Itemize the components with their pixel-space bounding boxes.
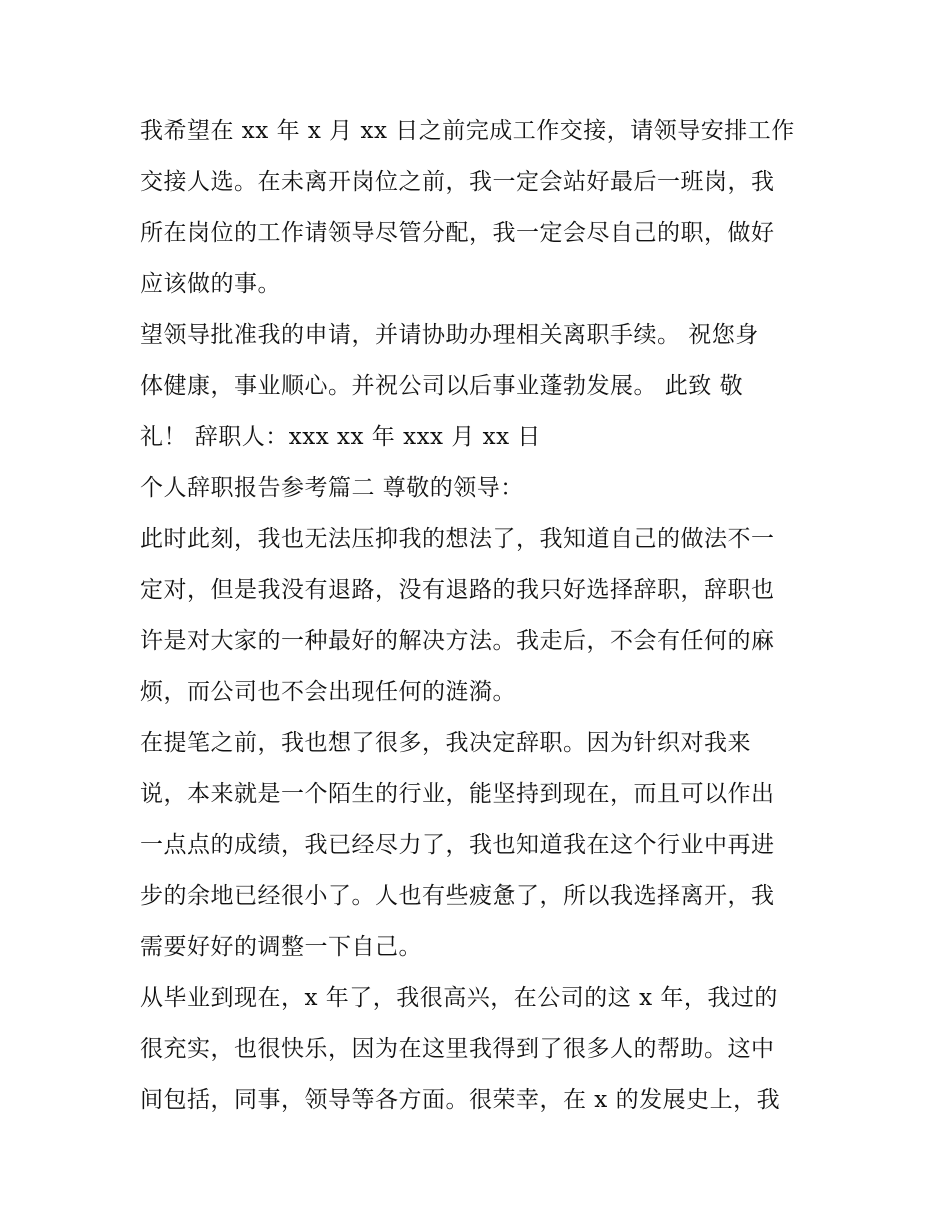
text-line-12: 烦，而公司也不会出现任何的涟漪。 bbox=[140, 679, 516, 705]
text-line-20: 间包括，同事，领导等各方面。很荣幸，在 x 的发展史上，我 bbox=[140, 1087, 781, 1113]
text-line-17: 需要好好的调整一下自己。 bbox=[140, 934, 422, 960]
text-line-14: 说，本来就是一个陌生的行业，能坚持到现在，而且可以作出 bbox=[140, 781, 775, 807]
text-line-13: 在提笔之前，我也想了很多，我决定辞职。因为针织对我来 bbox=[140, 730, 751, 756]
text-line-15: 一点点的成绩，我已经尽力了，我也知道我在这个行业中再进 bbox=[140, 832, 775, 858]
text-line-4: 应该做的事。 bbox=[140, 271, 281, 297]
text-line-6: 体健康，事业顺心。并祝公司以后事业蓬勃发展。 此致 敬 bbox=[140, 373, 744, 399]
text-line-19: 很充实，也很快乐，因为在这里我得到了很多人的帮助。这中 bbox=[140, 1036, 775, 1062]
document-body bbox=[140, 106, 820, 1126]
text-line-9: 此时此刻，我也无法压抑我的想法了，我知道自己的做法不一 bbox=[140, 526, 775, 552]
text-line-11: 许是对大家的一种最好的解决方法。我走后，不会有任何的麻 bbox=[140, 628, 775, 654]
text-line-1: 我希望在 xx 年 x 月 xx 日之前完成工作交接，请领导安排工作 bbox=[140, 118, 795, 144]
text-line-7: 礼！ 辞职人：xxx xx 年 xxx 月 xx 日 bbox=[140, 424, 541, 450]
section-heading-line: 个人辞职报告参考篇二 尊敬的领导： bbox=[140, 475, 524, 501]
text-line-16: 步的余地已经很小了。人也有些疲惫了，所以我选择离开，我 bbox=[140, 883, 775, 909]
text-line-10: 定对，但是我没有退路，没有退路的我只好选择辞职，辞职也 bbox=[140, 577, 775, 603]
text-line-3: 所在岗位的工作请领导尽管分配，我一定会尽自己的职，做好 bbox=[140, 220, 775, 246]
text-line-2: 交接人选。在未离开岗位之前，我一定会站好最后一班岗，我 bbox=[140, 169, 775, 195]
text-line-18: 从毕业到现在，x 年了，我很高兴，在公司的这 x 年，我过的 bbox=[140, 985, 778, 1011]
text-line-5: 望领导批准我的申请，并请协助办理相关离职手续。 祝您身 bbox=[140, 322, 759, 348]
